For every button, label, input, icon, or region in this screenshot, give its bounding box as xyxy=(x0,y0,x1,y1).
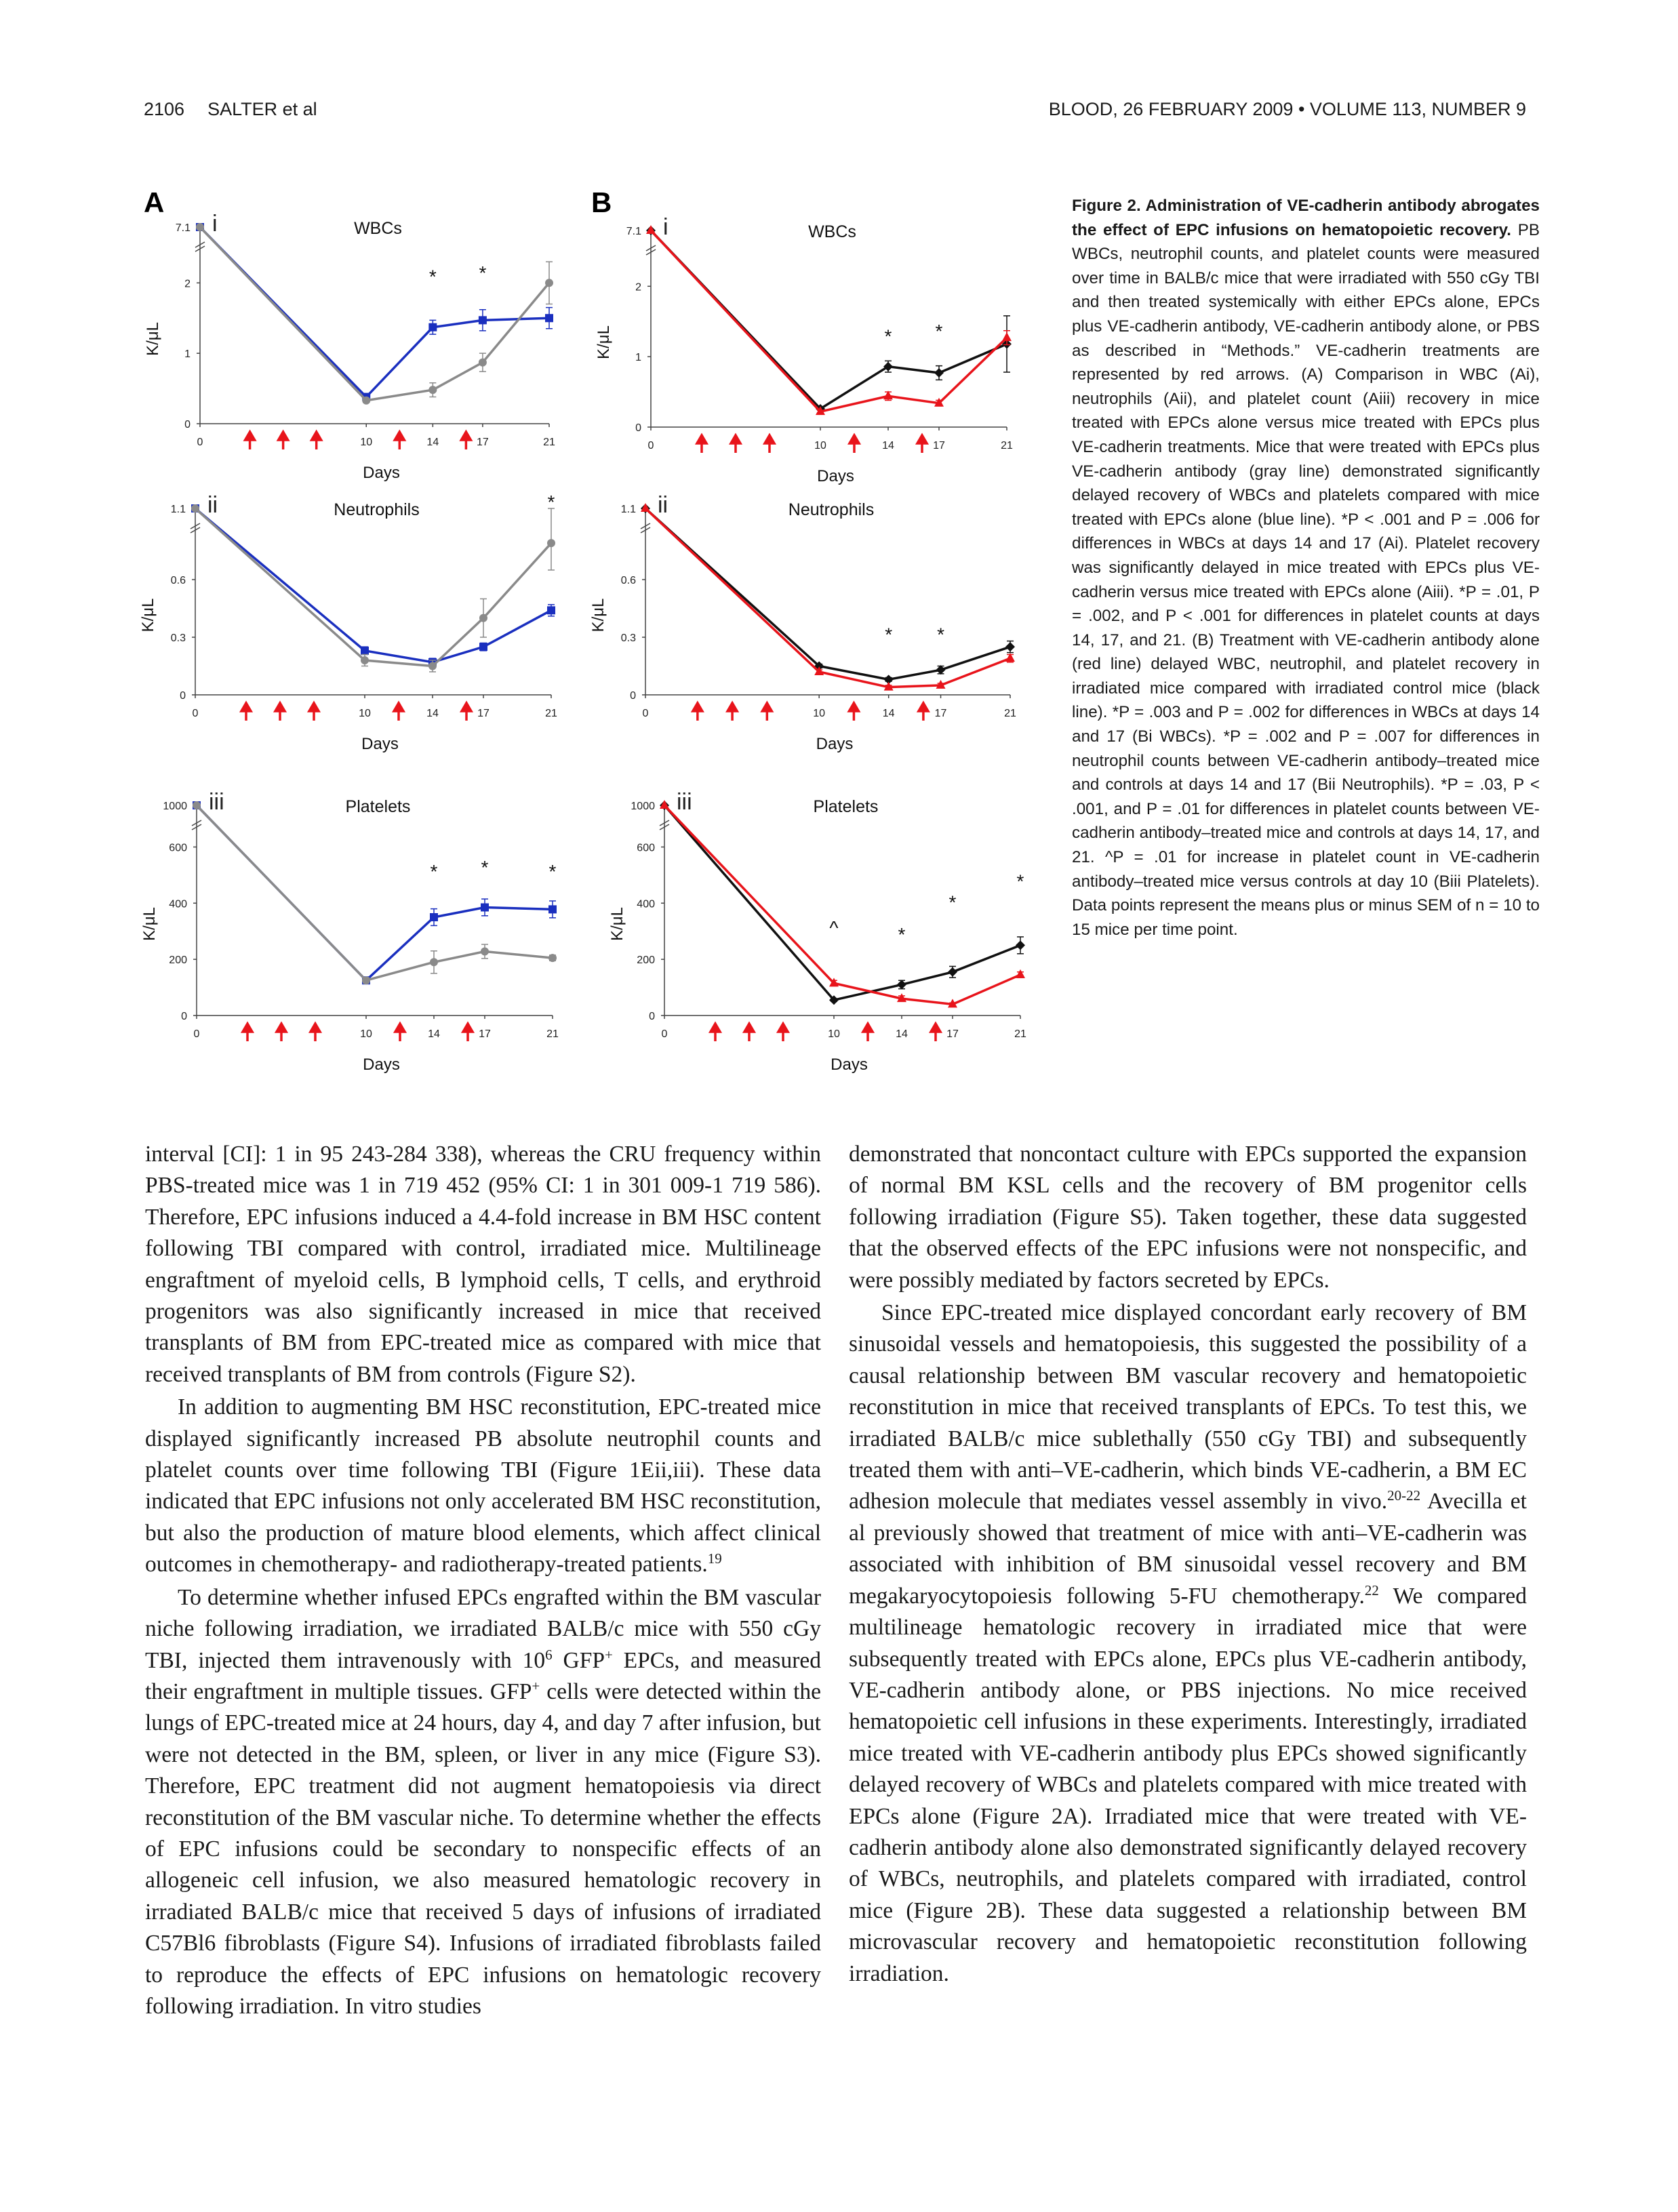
series-line xyxy=(200,227,549,397)
series-line xyxy=(645,508,1010,687)
significance-marker: ^ xyxy=(829,917,839,938)
x-tick-label: 10 xyxy=(828,1028,840,1040)
x-tick-label: 14 xyxy=(426,437,439,448)
treatment-arrow xyxy=(462,703,471,721)
data-point xyxy=(479,643,487,651)
data-point xyxy=(934,368,944,378)
y-break-tick-label: 7.1 xyxy=(175,222,191,234)
paragraph-text: In addition to augmenting BM HSC reconstitution, EPC-treated mice displayed significantly increased PB absolute neutrophil counts and platelet counts over time following TBI (Figure 1Eii,iii). These data indicated that EPC infusions not only accelerated BM HSC reconstitution, but also the production of mature blood elements, which affect clinical outcomes in chemotherapy- and radiotherapy-treated patients. xyxy=(145,1394,821,1577)
treatment-arrow xyxy=(778,1024,788,1041)
y-tick-label: 1 xyxy=(184,348,191,361)
y-tick-label: 600 xyxy=(169,842,187,854)
y-tick-label: 200 xyxy=(637,954,655,967)
panel-label-b: B xyxy=(591,186,612,218)
x-axis-label: Days xyxy=(816,735,854,753)
data-point xyxy=(361,656,369,664)
y-tick-label: 0.6 xyxy=(620,575,636,586)
series-line xyxy=(197,805,553,980)
x-tick-label: 21 xyxy=(543,437,555,448)
series-line xyxy=(195,508,551,666)
y-break-tick-label: 1000 xyxy=(163,801,187,812)
x-tick-label: 0 xyxy=(647,440,654,451)
data-point xyxy=(897,980,906,989)
data-point xyxy=(545,314,553,322)
figure-2 xyxy=(136,186,1071,1102)
x-tick-label: 0 xyxy=(661,1028,668,1040)
data-point xyxy=(479,316,487,324)
chart-title: WBCs xyxy=(354,219,402,238)
chart-aii xyxy=(139,491,557,753)
data-point xyxy=(1016,969,1025,978)
data-point xyxy=(428,662,437,670)
y-tick-label: 200 xyxy=(169,954,187,967)
reference-superscript: 22 xyxy=(1364,1582,1379,1598)
superscript: + xyxy=(532,1677,540,1694)
treatment-arrow xyxy=(917,435,927,453)
x-tick-label: 14 xyxy=(896,1028,908,1040)
treatment-arrow xyxy=(275,703,285,721)
treatment-arrow xyxy=(731,435,740,453)
paragraph-text: Avecilla et al previously showed that treatment of mice with anti–VE-cadherin was associated with inhibition of BM sinusoidal vessel recovery and BM megakaryocytopoiesis following 5-FU chemotherapy. xyxy=(849,1489,1527,1609)
treatment-arrow xyxy=(395,1024,405,1041)
x-tick-label: 10 xyxy=(360,1028,372,1040)
figure-2-charts xyxy=(136,186,1071,1102)
y-tick-label: 2 xyxy=(184,278,191,290)
data-point xyxy=(479,359,487,367)
page-number: 2106 xyxy=(144,99,185,119)
treatment-arrow xyxy=(394,703,403,721)
significance-marker: * xyxy=(481,856,489,878)
treatment-arrow xyxy=(277,1024,286,1041)
paragraph xyxy=(145,1582,821,2023)
chart-bii xyxy=(589,492,1016,753)
significance-marker: * xyxy=(547,491,555,512)
treatment-arrow xyxy=(762,703,772,721)
x-tick-label: 17 xyxy=(477,708,490,719)
y-tick-label: 0.6 xyxy=(170,575,186,586)
treatment-arrow xyxy=(245,432,255,449)
significance-marker: * xyxy=(428,266,437,287)
treatment-arrow xyxy=(744,1024,754,1041)
superscript: 6 xyxy=(545,1646,553,1663)
chart-title: Neutrophils xyxy=(334,500,420,519)
x-tick-label: 21 xyxy=(546,1028,559,1040)
y-axis-label: K/μL xyxy=(140,907,159,941)
treatment-arrow xyxy=(711,1024,720,1041)
data-point xyxy=(428,386,437,394)
treatment-arrow xyxy=(395,432,404,449)
data-point xyxy=(936,665,946,675)
data-point xyxy=(1002,332,1012,341)
paragraph xyxy=(145,1139,821,1390)
treatment-arrow xyxy=(919,703,928,721)
x-tick-label: 17 xyxy=(477,437,489,448)
paragraph-text: demonstrated that noncontact culture with EPCs supported the expansion of normal BM KSL cells and the recovery of BM progenitor cells following irradiation (Figure S5). Taken together, these data suggested that the observed effects of the EPC infusions were not nonspecific, and were possibly mediated by factors secreted by EPCs. xyxy=(849,1142,1527,1293)
significance-marker: * xyxy=(479,262,487,284)
x-tick-label: 10 xyxy=(360,437,373,448)
x-tick-label: 17 xyxy=(934,708,947,719)
figure-caption xyxy=(1072,194,1540,942)
significance-marker: * xyxy=(430,861,438,882)
significance-marker: * xyxy=(935,321,943,342)
y-tick-label: 0 xyxy=(649,1011,655,1022)
paragraph xyxy=(849,1298,1527,1990)
paragraph-text: cells were detected within the lungs of EPC-treated mice at 24 hours, day 4, and day 7 after infusion, but were not detected in the BM, spleen, or liver in any mice (Figure S3). Therefore, EPC treatment did not augment hematopoiesis via direct reconstitution of the BM vascular niche. To determine whether the effects of EPC infusions could be secondary to nonspecific effects of an allogeneic cell infusion, we also measured hematologic recovery in irradiated BALB/c mice that received 5 days of infusions of irradiated C57Bl6 fibroblasts (Figure S4). Infusions of irradiated fibroblasts failed to reproduce the effects of EPC infusions on hematologic recovery following irradiation. In vitro studies xyxy=(145,1678,821,2019)
significance-marker: * xyxy=(548,861,557,882)
treatment-arrow xyxy=(311,1024,320,1041)
y-axis-label: K/μL xyxy=(595,325,613,359)
chart-ai xyxy=(144,211,555,482)
paragraph-text: interval [CI]: 1 in 95 243-284 338), whereas the CRU frequency within PBS-treated mice was 1 in 719 452 (95% CI: 1 in 301 009-1 719 586). Therefore, EPC infusions induced a 4.4-fold increase in BM HSC content following TBI compared with control, irradiated mice. Multilineage engraftment of myeloid cells, B lymphoid cells, T cells, and erythroid progenitors was also significantly increased in mice that received transplants of BM from EPC-treated mice as compared with mice that received transplants of BM from controls (Figure S2). xyxy=(145,1142,821,1387)
y-tick-label: 0 xyxy=(180,690,186,702)
y-tick-label: 400 xyxy=(637,898,655,910)
panel-roman-numeral: ii xyxy=(207,492,218,518)
paragraph-text: GFP xyxy=(552,1647,605,1673)
x-tick-label: 21 xyxy=(1001,440,1013,451)
y-tick-label: 1 xyxy=(635,352,641,364)
chart-title: Neutrophils xyxy=(788,500,875,519)
data-point xyxy=(193,801,201,809)
significance-marker: * xyxy=(1016,870,1024,892)
data-point xyxy=(430,913,438,921)
x-tick-label: 17 xyxy=(933,440,945,451)
y-tick-label: 0 xyxy=(181,1011,187,1022)
body-column-right xyxy=(849,1139,1527,1990)
x-tick-label: 21 xyxy=(1004,708,1016,719)
series-line xyxy=(195,508,551,662)
data-point xyxy=(191,504,199,512)
author-running-head: SALTER et al xyxy=(207,99,317,119)
treatment-arrow xyxy=(727,703,737,721)
series-line xyxy=(197,805,553,980)
paragraph-text: We compared multilineage hematologic recovery in irradiated mice that were subsequently treated with EPCs alone, EPCs plus VE-cadherin antibody, VE-cadherin antibody alone, or PBS injections. No mice received hematopoietic cell infusions in these experiments. Interestingly, irradiated mice treated with VE-cadherin antibody plus EPCs showed significantly delayed recovery of WBCs and platelets compared with mice treated with EPCs alone (Figure 2A). Irradiated mice that were treated with VE-cadherin antibody alone also demonstrated significantly delayed recovery of WBCs, neutrophils, and platelets compared with irradiated, control mice (Figure 2B). These data suggested a relationship between BM microvascular recovery and hematopoietic reconstitution following irradiation. xyxy=(849,1583,1527,1986)
treatment-arrow xyxy=(463,1024,473,1041)
y-axis-label: K/μL xyxy=(139,598,157,632)
treatment-arrow xyxy=(279,432,288,449)
x-tick-label: 0 xyxy=(197,437,203,448)
significance-marker: * xyxy=(948,891,957,913)
chart-title: Platelets xyxy=(345,797,411,816)
treatment-arrow xyxy=(309,703,319,721)
treatment-arrow xyxy=(863,1024,873,1041)
y-axis-label: K/μL xyxy=(589,598,607,632)
data-point xyxy=(481,904,489,912)
x-tick-label: 0 xyxy=(192,708,199,719)
data-point xyxy=(1016,940,1025,950)
x-tick-label: 21 xyxy=(1014,1028,1026,1040)
treatment-arrow xyxy=(850,435,859,453)
y-break-tick-label: 1000 xyxy=(631,801,655,812)
x-tick-label: 0 xyxy=(642,708,649,719)
treatment-arrow xyxy=(765,435,774,453)
panel-roman-numeral: iii xyxy=(209,789,224,815)
panel-roman-numeral: iii xyxy=(677,789,692,815)
running-header-left xyxy=(144,99,317,120)
series-line xyxy=(664,805,1020,1000)
series-line xyxy=(664,805,1020,1004)
reference-superscript: 20-22 xyxy=(1387,1487,1421,1504)
series-line xyxy=(645,508,1010,679)
data-point xyxy=(548,905,557,913)
significance-marker: * xyxy=(898,924,906,946)
y-tick-label: 400 xyxy=(169,898,187,910)
journal-running-head: BLOOD, 26 FEBRUARY 2009 • VOLUME 113, NUMBER 9 xyxy=(1048,99,1526,119)
data-point xyxy=(362,976,370,984)
treatment-arrow xyxy=(243,1024,252,1041)
superscript: + xyxy=(604,1646,613,1663)
reference-superscript: 19 xyxy=(707,1550,722,1567)
paragraph-text: Since EPC-treated mice displayed concordant early recovery of BM sinusoidal vessels and hematopoiesis, this suggested the possibility of a causal relationship between BM vascular recovery and hematopoietic reconstitution in mice that received transplants of EPCs. To test this, we irradiated BALB/c mice sublethally (550 cGy TBI) and subsequently treated them with anti–VE-cadherin, which binds VE-cadherin, a BM EC adhesion molecule that mediates vessel assembly in vivo. xyxy=(849,1300,1527,1514)
treatment-arrow xyxy=(461,432,471,449)
data-point xyxy=(948,967,957,977)
treatment-arrow xyxy=(849,703,858,721)
data-point xyxy=(548,954,557,962)
data-point xyxy=(430,958,438,966)
panel-roman-numeral: i xyxy=(663,214,668,240)
x-tick-label: 14 xyxy=(426,708,439,719)
data-point xyxy=(1005,642,1015,651)
y-break-tick-label: 7.1 xyxy=(626,226,641,237)
chart-title: WBCs xyxy=(808,222,856,241)
x-axis-label: Days xyxy=(817,467,854,485)
significance-marker: * xyxy=(884,325,892,347)
x-tick-label: 17 xyxy=(479,1028,491,1040)
series-line xyxy=(651,230,1007,409)
y-axis-label: K/μL xyxy=(608,907,626,941)
x-tick-label: 17 xyxy=(946,1028,959,1040)
x-axis-label: Days xyxy=(831,1055,868,1074)
panel-label-a: A xyxy=(144,186,165,218)
significance-marker: * xyxy=(885,624,893,645)
series-line xyxy=(651,230,1007,411)
data-point xyxy=(547,539,555,547)
treatment-arrow xyxy=(241,703,251,721)
chart-aiii xyxy=(140,789,559,1074)
data-point xyxy=(479,614,487,622)
data-point xyxy=(428,323,437,331)
data-point xyxy=(547,606,555,614)
data-point xyxy=(361,647,369,655)
data-point xyxy=(481,948,489,956)
series-line xyxy=(200,227,549,401)
x-tick-label: 0 xyxy=(193,1028,200,1040)
x-axis-label: Days xyxy=(361,735,399,753)
paragraph-text: To determine whether infused EPCs engrafted within the BM vascular niche following irradiation, we irradiated BALB/c mice with 550 cGy TBI, injected them intravenously with 10 xyxy=(145,1584,821,1673)
treatment-arrow xyxy=(312,432,321,449)
x-tick-label: 10 xyxy=(813,708,826,719)
y-tick-label: 0 xyxy=(630,690,636,702)
x-tick-label: 10 xyxy=(814,440,826,451)
body-column-left xyxy=(145,1139,821,2022)
panel-roman-numeral: i xyxy=(212,211,218,237)
y-break-tick-label: 1.1 xyxy=(170,504,186,515)
y-tick-label: 2 xyxy=(635,281,641,294)
chart-bi xyxy=(595,214,1013,485)
y-tick-label: 0.3 xyxy=(620,632,636,644)
x-tick-label: 14 xyxy=(428,1028,440,1040)
treatment-arrow xyxy=(931,1024,940,1041)
paragraph xyxy=(849,1139,1527,1296)
y-tick-label: 0 xyxy=(184,419,191,430)
y-axis-label: K/μL xyxy=(144,322,162,356)
paragraph-text: EPCs, and measured their engraftment in multiple tissues. GFP xyxy=(145,1647,821,1704)
x-axis-label: Days xyxy=(363,1055,400,1074)
y-tick-label: 0 xyxy=(635,422,641,434)
treatment-arrow xyxy=(697,435,706,453)
y-tick-label: 600 xyxy=(637,842,655,854)
caption-label: Figure 2. Administration of VE-cadherin antibody abrogates the effect of EPC infusions on hematopoietic recovery. xyxy=(1072,197,1540,239)
y-tick-label: 0.3 xyxy=(170,632,186,644)
caption-text: PB WBCs, neutrophil counts, and platelet counts were measured over time in BALB/c mice that were irradiated with 550 cGy TBI and then treated systemically with either EPCs alone, EPCs plus VE-cadherin antibody, VE-cadherin antibody alone, or PBS as described in “Methods.” VE-cadherin treatments are represented by red arrows. (A) Comparison in WBC (Ai), neutrophils (Aii), and platelet count (Aiii) recovery in mice treated with EPCs alone versus mice treated with EPCs plus VE-cadherin treatments. Mice that were treated with EPCs plus VE-cadherin antibody (gray line) demonstrated significantly delayed recovery of WBCs and platelets compared with mice treated with EPCs alone (blue line). *P < .001 and P = .006 for differences in WBCs at days 14 and 17 (Ai). Platelet recovery was significantly delayed in mice treated with EPCs plus VE-cadherin versus mice treated with EPCs alone (Aiii). *P = .01, P = .002, and P < .001 for differences in platelet counts at days 14, 17, and 21. (B) Treatment with VE-cadherin antibody alone (red line) delayed WBC, neutrophil, and platelet recovery in irradiated mice compared with irradiated control mice (black line). *P = .003 and P = .002 for differences in WBCs at days 14 and 17 (Bi WBCs). *P = .002 and P = .007 for differences in neutrophil counts between VE-cadherin antibody–treated mice and controls at days 14 and 17 (Bii Neutrophils). *P = .03, P < .001, and P = .01 for differences in platelet counts between VE-cadherin antibody–treated mice and controls at days 14, 17, and 21. ^P = .01 for increase in platelet count in VE-cadherin antibody–treated mice versus controls at day 10 (Biii Platelets). Data points represent the means plus or minus SEM of n = 10 to 15 mice per time point. xyxy=(1072,220,1540,939)
chart-title: Platelets xyxy=(813,797,879,816)
data-point xyxy=(196,223,204,231)
y-break-tick-label: 1.1 xyxy=(620,504,636,515)
paragraph xyxy=(145,1392,821,1580)
x-tick-label: 10 xyxy=(359,708,371,719)
chart-biii xyxy=(608,789,1026,1074)
x-axis-label: Days xyxy=(363,464,400,482)
x-tick-label: 21 xyxy=(545,708,557,719)
panel-roman-numeral: ii xyxy=(658,492,668,518)
data-point xyxy=(362,397,370,405)
significance-marker: * xyxy=(937,624,944,645)
data-point xyxy=(545,279,553,287)
x-tick-label: 14 xyxy=(882,708,895,719)
x-tick-label: 14 xyxy=(882,440,894,451)
treatment-arrow xyxy=(693,703,702,721)
